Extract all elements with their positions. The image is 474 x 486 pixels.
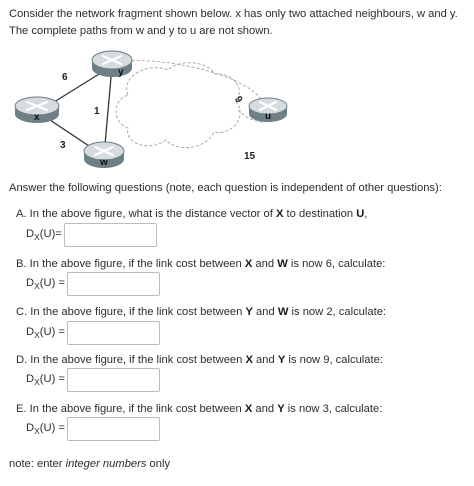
svg-text:x: x [34,112,40,123]
answer-input-e[interactable] [67,417,160,441]
cost-x-w: 3 [60,140,66,151]
answer-label: $D_X(U)=$ [26,227,62,243]
answer-row-a [26,222,157,248]
svg-text:u: u [265,111,272,122]
answer-row-d [26,367,160,393]
question-b: B. In the above figure, if the link cost between X and W is now 6, calculate: [16,258,386,270]
answer-input-b[interactable] [67,272,160,296]
question-d: D. In the above figure, if the link cost between X and Y is now 9, calculate: [16,354,383,366]
answer-label: $D_X(U)$ = [26,325,65,341]
answer-input-a[interactable] [64,223,157,247]
cost-x-y: 6 [62,72,68,83]
answer-row-b [26,271,160,297]
answer-input-c[interactable] [67,321,160,345]
answer-label: $D_X(U)$ = [26,421,65,437]
router-x [15,97,59,123]
cost-w-u: 15 [244,151,256,162]
note-text: note: enter integer numbers only [9,458,171,470]
question-e: E. In the above figure, if the link cost between X and Y is now 3, calculate: [16,403,383,415]
router-y [92,51,132,78]
questions-prompt: Answer the following questions (note, each question is independent of other questions): [9,182,442,194]
svg-text:w: w [100,157,108,168]
answer-row-e [26,416,160,442]
question-a: A. In the above figure, what is the distance vector of X to destination U, [16,208,368,220]
cost-y-u: 9 [231,94,245,105]
network-diagram [0,50,300,175]
cost-y-w: 1 [94,106,100,117]
question-c: C. In the above figure, if the link cost between Y and W is now 2, calculate: [16,306,387,318]
answer-row-c [26,320,160,346]
router-w [84,142,124,168]
router-u [249,98,287,122]
intro-text: Consider the network fragment shown below. x has only two attached neighbours, w and y. The complete paths from w and y to u are not shown. [9,8,458,37]
answer-input-d[interactable] [67,368,160,392]
answer-label: $D_X(U)$ = [26,276,65,292]
svg-text:y: y [118,67,124,78]
answer-label: $D_X(U)$ = [26,372,65,388]
